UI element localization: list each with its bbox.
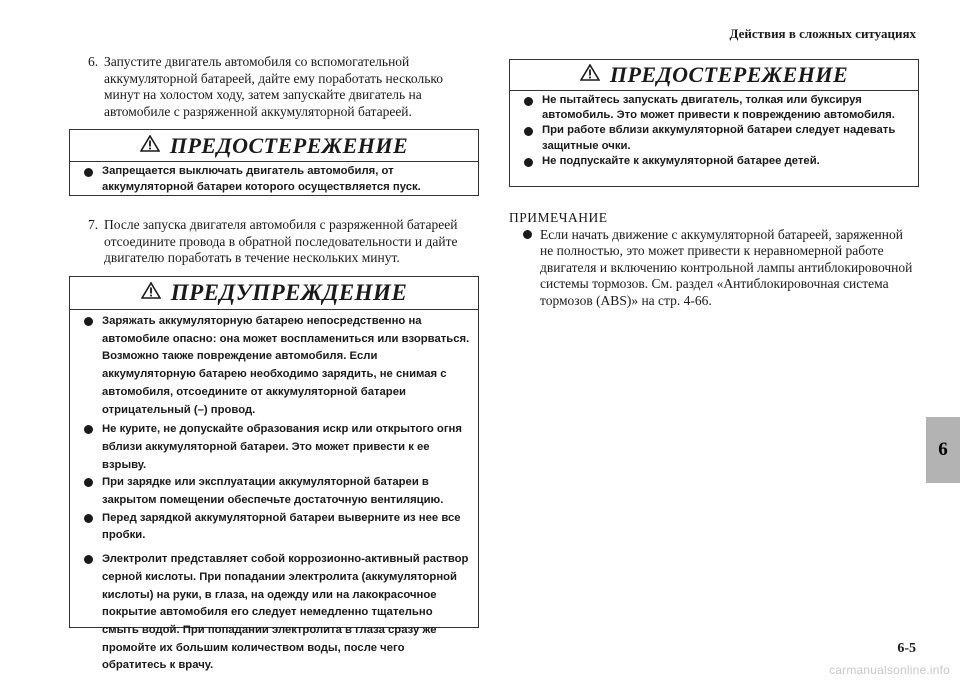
- caution-item: [522, 93, 910, 123]
- bullet-icon: [523, 230, 532, 239]
- bullet-icon: [84, 168, 93, 177]
- caution-item: [522, 123, 910, 153]
- warning-triangle-icon: [140, 135, 160, 157]
- warning-triangle-icon: [580, 64, 600, 86]
- caution-box: [69, 129, 479, 196]
- warning-triangle-icon: [141, 282, 161, 304]
- bullet-icon: [84, 317, 93, 326]
- note-title: ПРИМЕЧАНИЕ: [509, 210, 608, 225]
- warning-item-text: Перед зарядкой аккумуляторной батареи выверните из нее все пробки.: [102, 511, 461, 542]
- section-header: Действия в сложных ситуациях: [729, 26, 916, 41]
- warning-item-text: Не курите, не допускайте образования искр или открытого огня вблизи аккумуляторной батареи. Это может привести к ее взрыву.: [102, 423, 462, 471]
- caution-item-text: Не подпускайте к аккумуляторной батарее детей.: [542, 154, 820, 167]
- caution-title: ПРЕДОСТЕРЕЖЕНИЕ: [609, 62, 849, 87]
- bullet-icon: [84, 514, 93, 523]
- warning-item-text: Заряжать аккумуляторную батарею непосредственно на автомобиле опасно: она может воспламениться или взорваться. Возможно также повреждение автомобиля. Если аккумуляторную батарею необходимо зарядить, не снимая с автомобиля, отсоедините от аккумуляторной батареи отрицательный (–) провод.: [102, 315, 470, 416]
- caution-header: [510, 60, 918, 91]
- watermark: carmanualsonline.info: [829, 663, 950, 677]
- caution-header: [70, 130, 478, 162]
- caution-box: [509, 59, 919, 187]
- bullet-icon: [524, 158, 533, 167]
- bullet-icon: [524, 127, 533, 136]
- bullet-icon: [84, 478, 93, 487]
- step-text: Запустите двигатель автомобиля со вспомогательной аккумуляторной батареей, дайте ему поработать несколько минут на холостом ходу, затем запускайте двигатель на автомобиле с разряженной аккумуляторной батареей.: [104, 54, 444, 119]
- step-number: 7.: [88, 217, 99, 232]
- caution-body: [70, 162, 478, 201]
- note-item-text: Если начать движение с аккумуляторной батареей, заряженной не полностью, это может привести к неравномерной работе двигателя и включению контрольной лампы антиблокировочной системы тормозов. См. раздел «Антиблокировочная система тормозов (ABS)» на стр. 4-66.: [540, 226, 913, 308]
- page-number: 6-5: [897, 641, 916, 656]
- step-7: [88, 217, 473, 267]
- caution-item-text: При работе вблизи аккумуляторной батареи следует надевать защитные очки.: [542, 124, 896, 152]
- caution-item-text: Не пытайтесь запускать двигатель, толкая или буксируя автомобиль. Это может привести к повреждению автомобиля.: [542, 94, 895, 122]
- note-item: [509, 227, 919, 310]
- warning-item: [82, 510, 470, 545]
- bullet-icon: [84, 425, 93, 434]
- caution-item-text: Запрещается выключать двигатель автомобиля, от аккумуляторной батареи которого осуществляется пуск.: [102, 165, 421, 193]
- warning-item-text: При зарядке или эксплуатации аккумуляторной батареи в закрытом помещении обеспечьте достаточную вентиляцию.: [102, 476, 444, 507]
- warning-item: [82, 313, 470, 419]
- bullet-icon: [84, 555, 93, 564]
- step-number: 6.: [88, 54, 99, 69]
- warning-item: [82, 421, 470, 474]
- warning-item-text: Электролит представляет собой коррозионно-активный раствор серной кислоты. При попадании электролита (аккумуляторной кислоты) на руки, в глаза, на одежду или на лакокрасочное покрытие автомобиля его следует немедленно тщательно смыть водой. При попадании электролита в глаза сразу же промойте их большим количеством воды, после чего обратитесь к врачу.: [102, 553, 469, 672]
- step-text: После запуска двигателя автомобиля с разряженной батареей отсоедините провода в обратной последовательности и дайте двигателю поработать в течение нескольких минут.: [104, 217, 458, 265]
- warning-title: ПРЕДУПРЕЖДЕНИЕ: [170, 280, 408, 305]
- warning-item: [82, 551, 470, 675]
- step-6: [88, 54, 468, 120]
- warning-body: [70, 310, 478, 681]
- chapter-tab[interactable]: 6: [926, 417, 960, 483]
- warning-header: [70, 277, 478, 310]
- note-section: [509, 210, 919, 309]
- bullet-icon: [524, 97, 533, 106]
- caution-item: [522, 154, 910, 169]
- warning-box: [69, 276, 479, 672]
- caution-title: ПРЕДОСТЕРЕЖЕНИЕ: [169, 132, 409, 158]
- caution-body: [510, 91, 918, 175]
- warning-item: [82, 474, 470, 509]
- caution-item: [82, 164, 470, 195]
